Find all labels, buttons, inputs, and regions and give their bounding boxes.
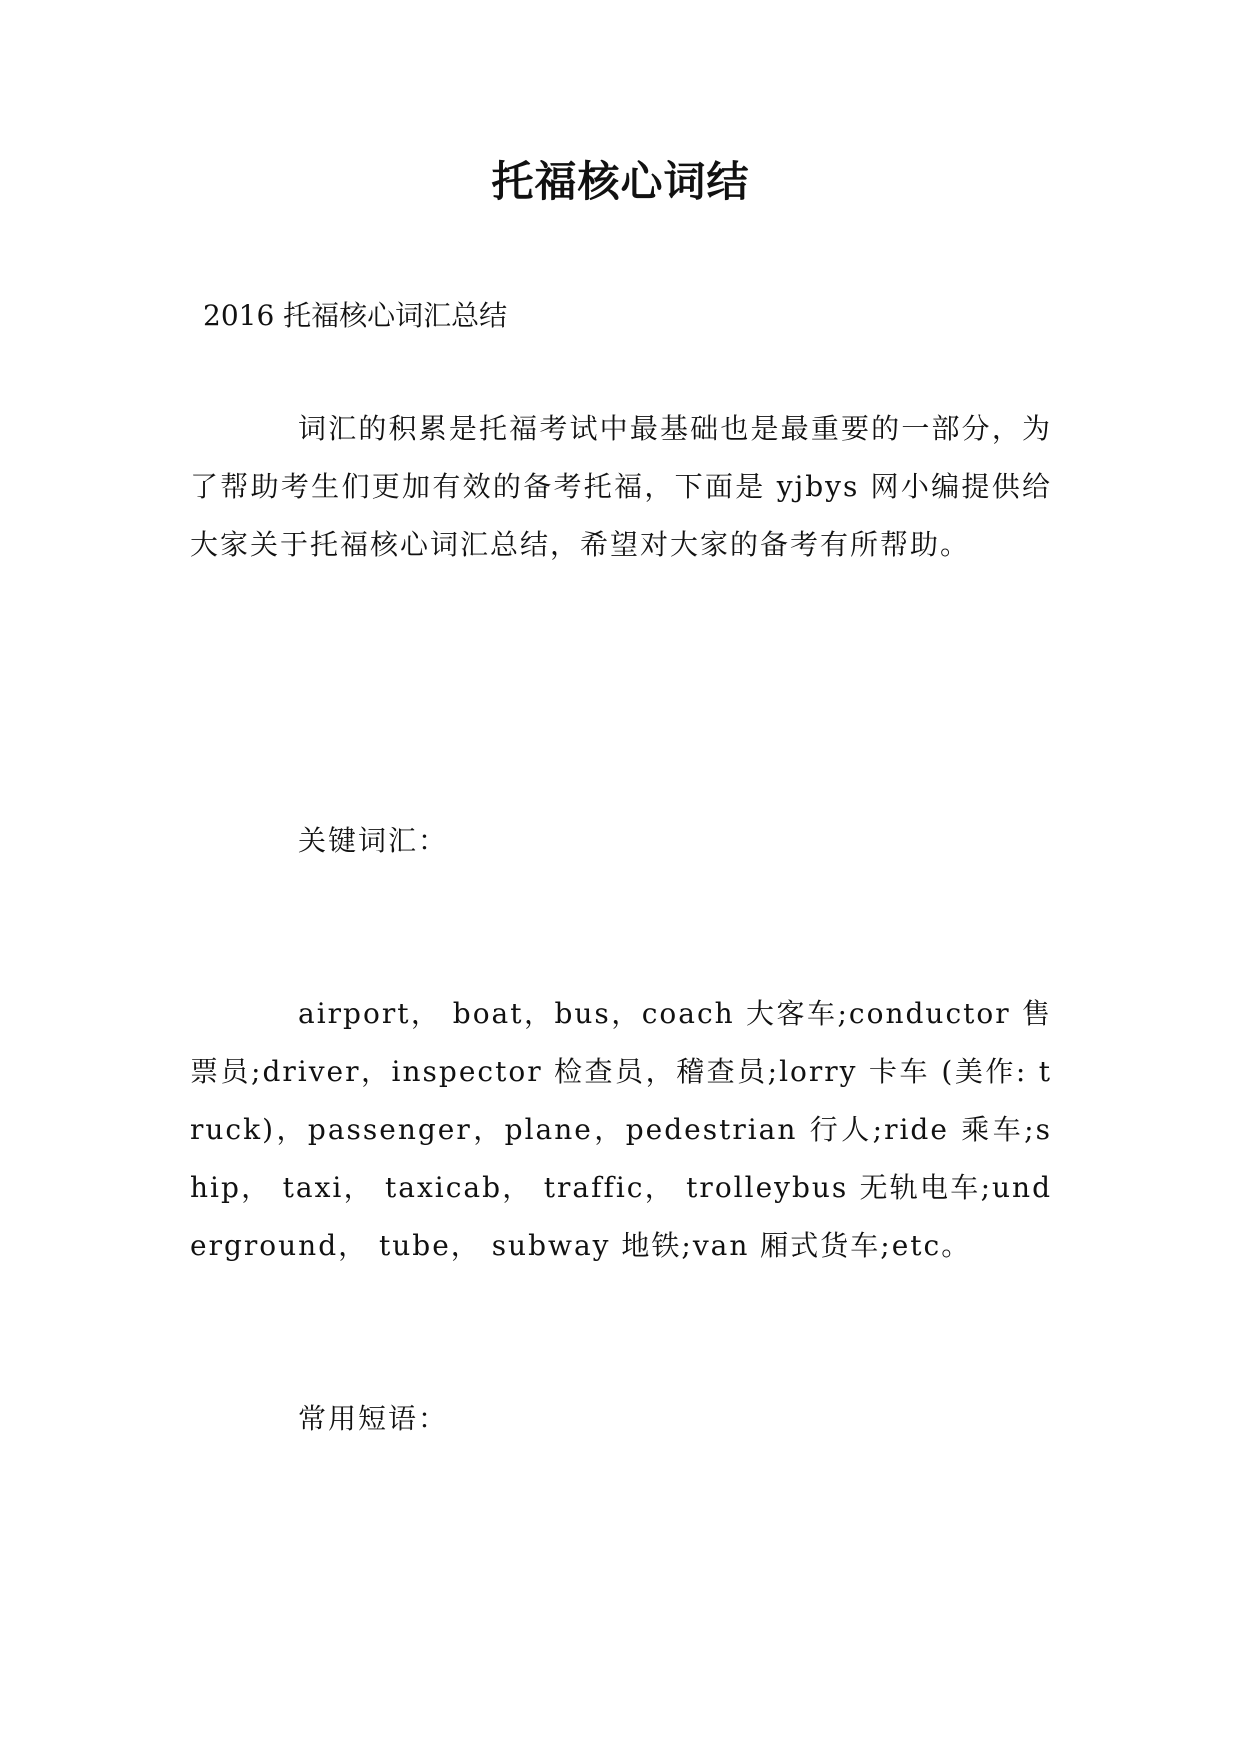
document-subtitle: 2016 托福核心词汇总结 — [203, 299, 508, 332]
document-title: 托福核心词结 — [491, 157, 750, 206]
intro-paragraph: 词汇的积累是托福考试中最基础也是最重要的一部分，为了帮助考生们更加有效的备考托福，下面是 yjbys 网小编提供给大家关于托福核心词汇总结，希望对大家的备考有所帮助。 — [190, 412, 1052, 561]
keywords-heading: 关键词汇： — [298, 824, 449, 857]
vocabulary-paragraph: airport， boat，bus，coach 大客车;conductor 售票员;driver，inspector 检查员，稽查员;lorry 卡车 (美作: truck)，passenger，plane，pedestrian 行人;ride 乘车;ship， taxi， taxicab， traffic， trolleybus 无轨电车;underground， tube， subway 地铁;van 厢式货车;etc。 — [190, 997, 1052, 1262]
phrases-heading: 常用短语： — [298, 1402, 449, 1435]
